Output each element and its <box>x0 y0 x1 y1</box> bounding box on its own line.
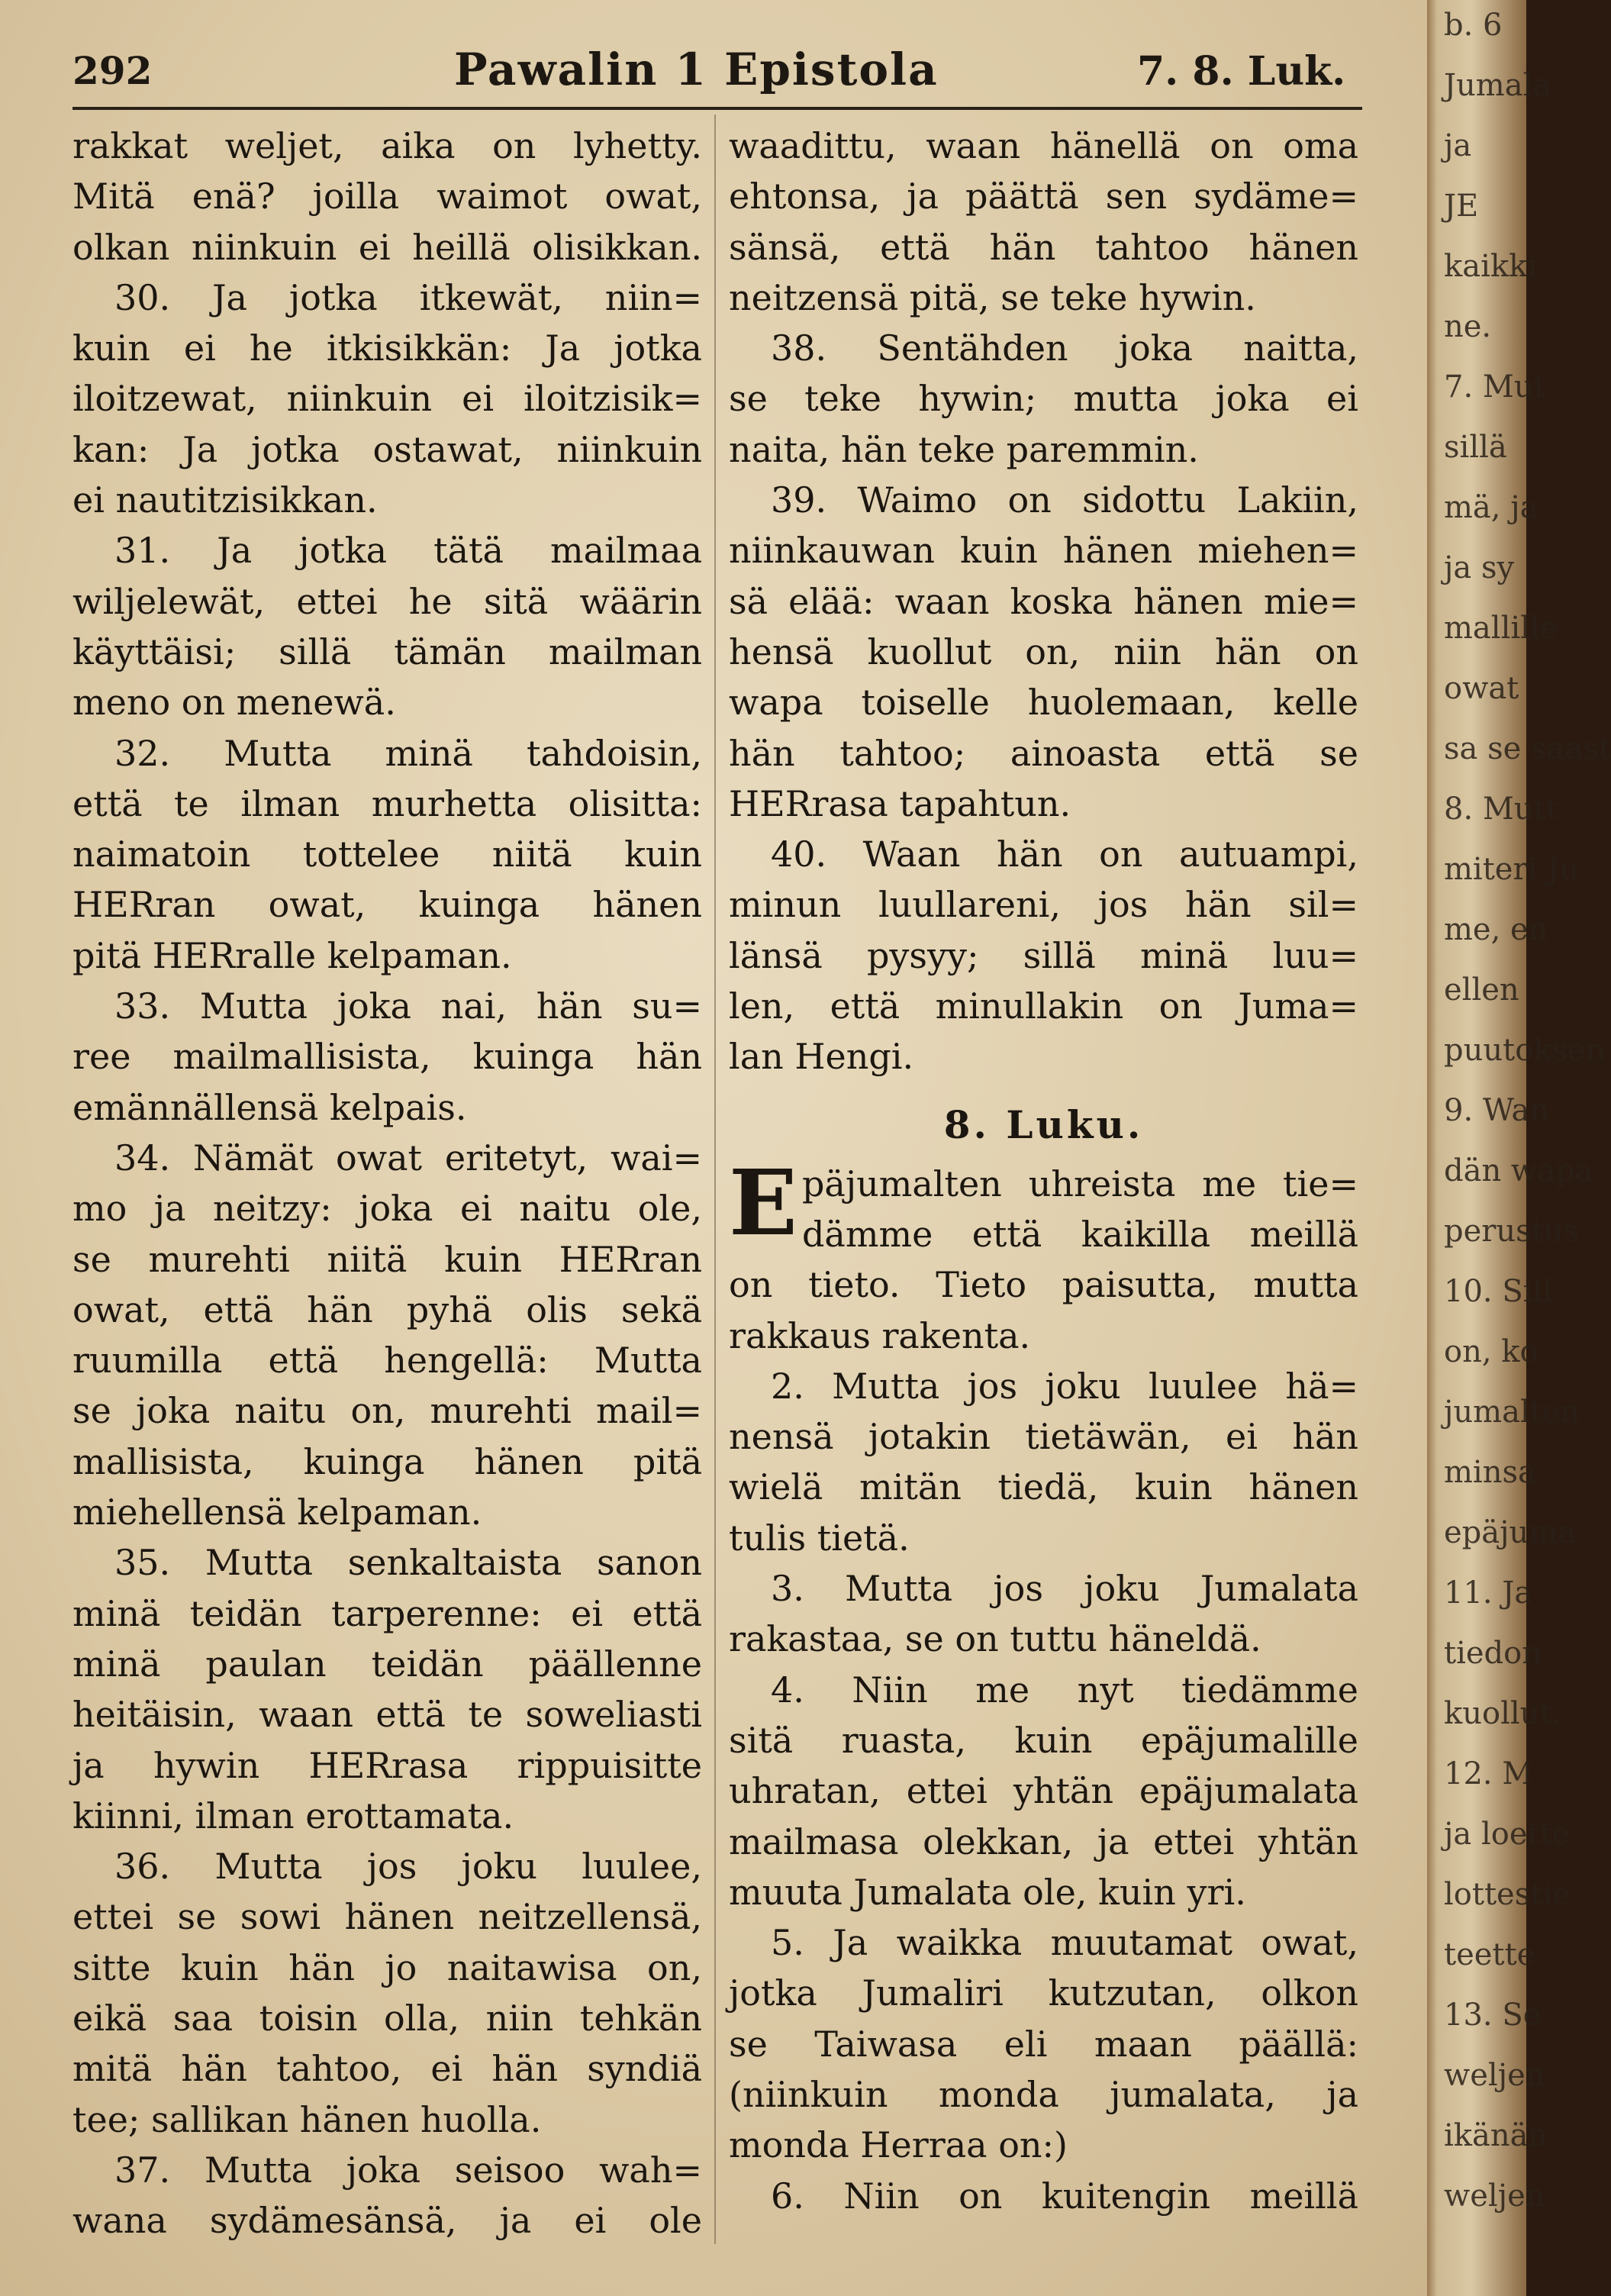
text-line: pitä HERralle kelpaman. <box>72 934 512 976</box>
text-line: se Taiwasa eli maan päällä: <box>729 2023 1358 2065</box>
text-line: minä paulan teidän päällenne <box>72 1643 702 1685</box>
text-line: 38. Sentähden joka naitta, <box>771 327 1358 369</box>
text-line: waadittu, waan hänellä on oma <box>729 125 1358 166</box>
edge-fragment: me, en <box>1444 912 1548 947</box>
text-line: HERrasa tapahtun. <box>729 782 1071 824</box>
edge-fragment: b. 6 <box>1444 8 1503 43</box>
text-line: niinkauwan kuin hänen miehen= <box>729 530 1358 572</box>
text-line: rakastaa, se on tuttu häneldä. <box>729 1618 1261 1660</box>
text-line: se joka naitu on, murehti mail= <box>72 1390 702 1432</box>
text-line: sitä ruasta, kuin epäjumalille <box>729 1719 1358 1761</box>
text-line: ettei se sowi hänen neitzellensä, <box>72 1896 702 1938</box>
chapter-reference: 7. 8. Luk. <box>1137 48 1346 95</box>
text-line: jotka Jumaliri kutzutan, olkon <box>729 1972 1358 2014</box>
running-title: Pawalin 1 Epistola <box>454 44 939 95</box>
edge-fragment: 13. Se <box>1444 1998 1542 2033</box>
text-line: on tieto. Tieto paisutta, mutta <box>729 1264 1358 1306</box>
text-line: rakkat weljet, aika on lyhetty. <box>72 125 702 166</box>
text-line: 39. Waimo on sidottu Lakiin, <box>771 479 1358 521</box>
text-line: ja hywin HERrasa rippuisitte <box>72 1744 702 1786</box>
right-column-top <box>729 121 1358 1082</box>
text-line: minä teidän tarperenne: ei että <box>72 1592 702 1634</box>
text-line: 34. Nämät owat eritetyt, wai= <box>114 1137 702 1179</box>
page-header <box>72 42 1362 103</box>
edge-fragment: ne. <box>1444 309 1492 344</box>
text-line: tee; sallikan hänen huolla. <box>72 2098 542 2140</box>
edge-fragment: 7. Mut <box>1444 369 1546 405</box>
edge-fragment: sa se saast <box>1444 731 1611 766</box>
text-line: iloitzewat, niinkuin ei iloitzisik= <box>72 378 702 420</box>
edge-fragment: weljen <box>1444 2178 1545 2214</box>
edge-fragment: 12. M <box>1444 1756 1534 1791</box>
edge-fragment: kuollut. <box>1444 1696 1562 1731</box>
text-line: 30. Ja jotka itkewät, niin= <box>114 276 702 318</box>
text-line: 31. Ja jotka tätä mailmaa <box>114 530 702 572</box>
edge-fragment: 10. Sill <box>1444 1274 1553 1309</box>
text-line: mailmasa olekkan, ja ettei yhtän <box>729 1820 1358 1862</box>
edge-fragment: Jumala <box>1444 68 1551 103</box>
edge-fragment: puutoksen <box>1444 1033 1606 1068</box>
page-number: 292 <box>72 48 153 93</box>
text-line: hensä kuollut on, niin hän on <box>729 630 1358 672</box>
edge-fragment: teette <box>1444 1937 1535 1972</box>
text-line: miehellensä kelpaman. <box>72 1491 482 1533</box>
text-line: naimatoin tottelee niitä kuin <box>72 834 702 876</box>
text-line: monda Herraa on:) <box>729 2124 1068 2166</box>
edge-fragment: on, ko <box>1444 1334 1539 1369</box>
text-line: ei nautitzisikkan. <box>72 479 378 521</box>
text-line: minun luullareni, jos hän sil= <box>729 884 1358 926</box>
text-line: tulis tietä. <box>729 1517 910 1559</box>
text-line: ruumilla että hengellä: Mutta <box>72 1340 702 1382</box>
text-line: muuta Jumalata ole, kuin yri. <box>729 1871 1246 1913</box>
text-line: kuin ei he itkisikkän: Ja jotka <box>72 327 702 369</box>
right-column <box>729 121 1358 2221</box>
edge-fragment: ja sy <box>1444 550 1515 585</box>
text-line: kan: Ja jotka ostawat, niinkuin <box>72 428 702 470</box>
text-line: ehtonsa, ja päättä sen sydäme= <box>729 176 1358 218</box>
edge-fragment: mallille <box>1444 611 1558 646</box>
text-line: kiinni, ilman erottamata. <box>72 1795 514 1836</box>
text-line: emännällensä kelpais. <box>72 1086 467 1128</box>
edge-fragment: ikänän <box>1444 2118 1548 2153</box>
edge-fragment: perustus <box>1444 1214 1580 1249</box>
drop-cap: E <box>729 1149 797 1256</box>
text-line: owat, että hän pyhä olis sekä <box>72 1288 702 1330</box>
text-line: 2. Mutta jos joku luulee hä= <box>771 1365 1358 1407</box>
text-line: päjumalten uhreista me tie= <box>801 1163 1358 1204</box>
text-line: HERran owat, kuinga hänen <box>72 884 702 926</box>
chapter-heading: 8. Luku. <box>943 1101 1144 1147</box>
text-line: 32. Mutta minä tahdoisin, <box>114 732 702 774</box>
text-line: mallisista, kuinga hänen pitä <box>72 1440 702 1482</box>
text-line: että te ilman murhetta olisitta: <box>72 782 702 824</box>
text-line: wiljelewät, ettei he sitä wäärin <box>72 580 702 622</box>
text-line: (niinkuin monda jumalata, ja <box>729 2073 1358 2115</box>
edge-fragment: tiedon <box>1444 1636 1542 1671</box>
edge-fragment: epäjuma <box>1444 1515 1577 1550</box>
text-line: sänsä, että hän tahtoo hänen <box>729 226 1358 268</box>
text-line: 4. Niin me nyt tiedämme <box>771 1669 1358 1711</box>
text-line: heitäisin, waan että te soweliasti <box>72 1694 702 1736</box>
text-line: naita, hän teke paremmin. <box>729 428 1199 470</box>
edge-fragment: dän wapa <box>1444 1153 1593 1188</box>
edge-fragment: owat <box>1444 671 1519 706</box>
text-line: len, että minullakin on Juma= <box>729 985 1358 1027</box>
edge-fragment: lottestie <box>1444 1877 1571 1912</box>
text-line: ree mailmallisista, kuinga hän <box>72 1036 702 1078</box>
text-line: mo ja neitzy: joka ei naitu ole, <box>72 1188 702 1230</box>
edge-fragment: jumalten <box>1444 1395 1580 1430</box>
edge-fragment: ellen <box>1444 972 1519 1008</box>
right-column-bottom <box>729 1259 1358 2221</box>
text-line: olkan niinkuin ei heillä olisikkan. <box>72 226 702 268</box>
text-line: 35. Mutta senkaltaista sanon <box>114 1542 702 1584</box>
chapter-opening <box>729 1149 1358 1260</box>
text-line: 3. Mutta jos joku Jumalata <box>771 1568 1358 1610</box>
edge-fragment: weljen <box>1444 2058 1545 2093</box>
edge-fragment: miteri Ju <box>1444 852 1579 887</box>
text-line: neitzensä pitä, se teke hywin. <box>729 276 1256 318</box>
text-line: uhratan, ettei yhtän epäjumalata <box>729 1770 1358 1812</box>
text-line: eikä saa toisin olla, niin tehkän <box>72 1997 702 2039</box>
text-line: se murehti niitä kuin HERran <box>72 1238 702 1280</box>
edge-fragment: 8. Mutt <box>1444 792 1558 827</box>
text-line: wana sydämesänsä, ja ei ole <box>72 2200 702 2242</box>
header-rule <box>72 107 1362 110</box>
edge-fragment: 9. Wan <box>1444 1093 1550 1128</box>
column-divider <box>714 114 716 2244</box>
text-line: meno on menewä. <box>72 682 396 724</box>
text-line: wapa toiselle huolemaan, kelle <box>729 682 1358 724</box>
left-column <box>72 121 702 2246</box>
text-line: nensä jotakin tietäwän, ei hän <box>729 1416 1358 1458</box>
text-line: käyttäisi; sillä tämän mailman <box>72 630 702 672</box>
edge-fragment: mä, ja <box>1444 490 1539 525</box>
edge-fragment: ja <box>1444 128 1472 163</box>
edge-fragment: kaikki <box>1444 249 1538 284</box>
text-line: 40. Waan hän on autuampi, <box>771 834 1358 876</box>
text-line: dämme että kaikilla meillä <box>801 1213 1358 1255</box>
text-line: Mitä enä? joilla waimot owat, <box>72 176 702 218</box>
edge-fragment: 11. Ja <box>1444 1575 1533 1611</box>
edge-fragment: sillä <box>1444 430 1507 465</box>
text-line: sä elää: waan koska hänen mie= <box>729 580 1358 622</box>
text-line: 5. Ja waikka muutamat owat, <box>771 1922 1358 1964</box>
text-line: se teke hywin; mutta joka ei <box>729 378 1358 420</box>
text-line: 33. Mutta joka nai, hän su= <box>114 985 702 1027</box>
text-line: 36. Mutta jos joku luulee, <box>114 1846 702 1888</box>
text-line: wielä mitän tiedä, kuin hänen <box>729 1466 1358 1508</box>
text-line: sitte kuin hän jo naitawisa on, <box>72 1946 702 1988</box>
text-line: länsä pysyy; sillä minä luu= <box>729 934 1358 976</box>
text-line: hän tahtoo; ainoasta että se <box>729 732 1358 774</box>
edge-fragment: ja loette <box>1444 1817 1571 1852</box>
text-line: rakkaus rakenta. <box>729 1314 1031 1356</box>
text-line: lan Hengi. <box>729 1036 914 1078</box>
text-line: mitä hän tahtoo, ei hän syndiä <box>72 2048 702 2090</box>
text-line: 6. Niin on kuitengin meillä <box>771 2175 1358 2217</box>
edge-fragment: minsa <box>1444 1455 1536 1490</box>
facing-page-edge <box>1427 0 1611 2296</box>
text-line: 37. Mutta joka seisoo wah= <box>114 2149 702 2191</box>
edge-fragment: JE <box>1444 189 1479 224</box>
